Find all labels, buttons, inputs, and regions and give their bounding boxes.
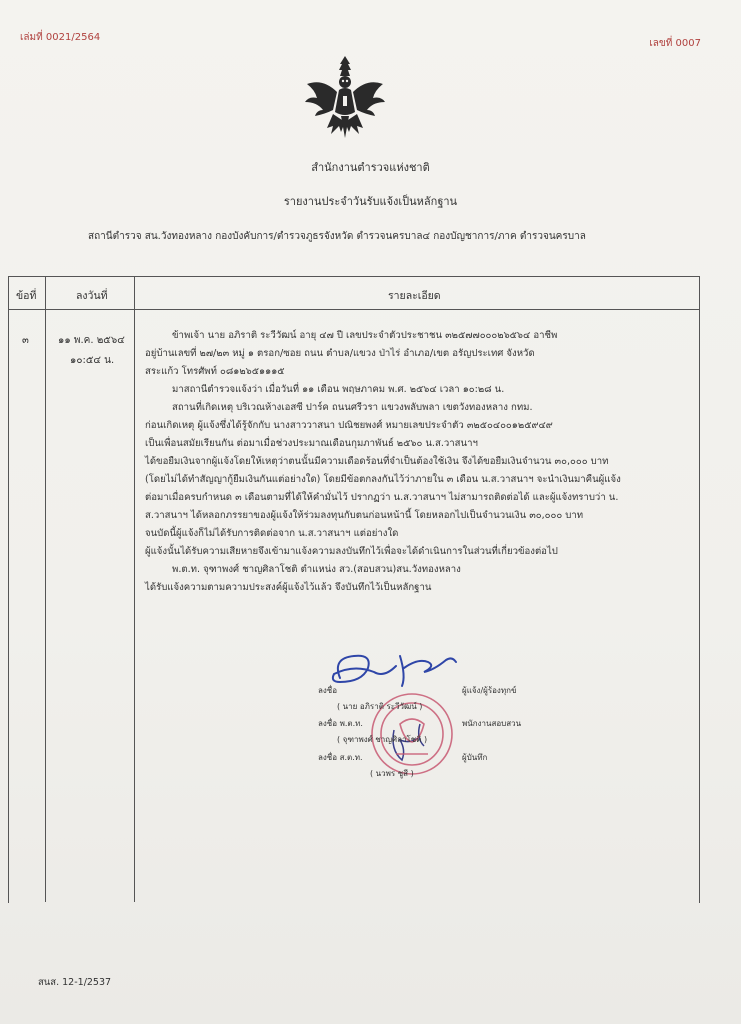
column-divider [45,276,46,902]
detail-line: ก่อนเกิดเหตุ ผู้แจ้งซึ่งได้รู้จักกับ นางสาววาสนา ปณิชยพงศ์ หมายเลขประจำตัว ๓๒๕๐๔๐๐๑๒๕๙๔๙ [145,420,553,431]
garuda-emblem-icon [303,52,387,144]
detail-line: มาสถานีตำรวจแจ้งว่า เมื่อวันที่ ๑๑ เดือน พฤษภาคม พ.ศ. ๒๕๖๔ เวลา ๑๐:๒๘ น. [172,384,505,395]
detail-line: ผู้แจ้งนั้นได้รับความเสียหายจึงเข้ามาแจ้งความลงบันทึกไว้เพื่อจะได้ดำเนินการในส่วนที่เกี่ยวข้องต่อไป [145,546,558,557]
signatures-and-stamp [300,638,510,788]
detail-line: เป็นเพื่อนสมัยเรียนกัน ต่อมาเมื่อช่วงประมาณเดือนกุมภาพันธ์ ๒๕๖๐ น.ส.วาสนาฯ [145,438,478,449]
document-number: เลขที่ 0007 [649,38,701,49]
detail-line: อยู่บ้านเลขที่ ๒๗/๒๓ หมู่ ๑ ตรอก/ซอย ถนน ตำบล/แขวง ป่าไร่ อำเภอ/เขต อรัญประเทศ จังหวัด [145,348,535,359]
header-details: รายละเอียด [388,290,441,302]
header-date: ลงวันที่ [76,290,108,302]
detail-line: ส.วาสนาฯ ได้หลอกภรรยาของผู้แจ้งให้ร่วมลงทุนกับตนก่อนหน้านี้ โดยหลอกไปเป็นจำนวนเงิน ๓๐,๐๐๐ บาท [145,510,584,521]
table-header-divider [8,309,700,310]
book-number: เล่มที่ 0021/2564 [20,32,101,43]
detail-line: พ.ต.ท. จุฑาพงศ์ ชาญศิลาโชติ ตำแหน่ง สว.(สอบสวน)สน.วังทองหลาง [172,564,461,575]
detail-line: ข้าพเจ้า นาย อภิราติ ระวีวัฒน์ อายุ ๔๗ ปี เลขประจำตัวประชาชน ๓๒๕๗๗๐๐๐๒๖๕๖๔ อาชีพ [172,330,558,341]
column-divider [134,276,135,902]
row-date: ๑๑ พ.ค. ๒๕๖๔ [58,335,125,346]
row-time: ๑๐:๕๔ น. [70,355,115,366]
agency-name: สำนักงานตำรวจแห่งชาติ [311,161,430,174]
reporter-sign-label: ลงชื่อ [318,686,338,695]
detail-line: ได้รับแจ้งความตามความประสงค์ผู้แจ้งไว้แล้ว จึงบันทึกไว้เป็นหลักฐาน [145,582,432,593]
detail-line: ได้ขอยืมเงินจากผู้แจ้งโดยให้เหตุว่าตนนั้นมีความเดือดร้อนที่จำเป็นต้องใช้เงิน จึงได้ขอยืมเงินจำนวน ๓๐,๐๐๐ บาท [145,456,609,467]
ink-signature-reporter [333,656,456,686]
detail-line: สถานที่เกิดเหตุ บริเวณห้างเอสซี ปาร์ค ถนนศรีวรา แขวงพลับพลา เขตวังทองหลาง กทม. [172,402,533,413]
header-item: ข้อที่ [16,290,37,302]
investigator-role: พนักงานสอบสวน [462,719,522,728]
form-code: สนส. 12-1/2537 [38,977,112,988]
recorder-name: ( นวพร ชูสี ) [370,769,414,778]
station-line: สถานีตำรวจ สน.วังทองหลาง กองบังคับการ/ตำรวจภูธรจังหวัด ตำรวจนครบาล๔ กองบัญชาการ/ภาค ตำรวจนครบาล [88,231,586,242]
detail-line: สระแก้ว โทรศัพท์ ๐๘๑๒๖๕๑๑๑๕ [145,366,285,377]
detail-line: จนบัดนี้ผู้แจ้งก็ไม่ได้รับการติดต่อจาก น.ส.วาสนาฯ แต่อย่างใด [145,528,399,539]
reporter-name: ( นาย อภิราติ ระวีวัฒน์ ) [337,702,423,711]
recorder-role: ผู้บันทึก [462,753,488,762]
investigator-sign-label: ลงชื่อ พ.ต.ท. [318,719,363,728]
report-title: รายงานประจำวันรับแจ้งเป็นหลักฐาน [283,195,458,208]
detail-line: ต่อมาเมื่อครบกำหนด ๓ เดือนตามที่ได้ให้คำมั่นไว้ ปรากฏว่า น.ส.วาสนาฯ ไม่สามารถติดต่อได้ และผู้แจ้งทราบว่า น. [145,492,619,503]
investigator-name: ( จุฑาพงศ์ ชาญศิลาโชติ ) [337,735,428,744]
reporter-role: ผู้แจ้ง/ผู้ร้องทุกข์ [462,686,517,695]
recorder-sign-label: ลงชื่อ ส.ต.ท. [318,753,363,762]
row-item-number: ๓ [22,335,29,346]
detail-line: (โดยไม่ได้ทำสัญญากู้ยืมเงินกันแต่อย่างใด) โดยมีข้อตกลงกันไว้ว่าภายใน ๓ เดือน น.ส.วาสนาฯ จะนำเงินมาคืนผู้แจ้ง [145,474,621,485]
